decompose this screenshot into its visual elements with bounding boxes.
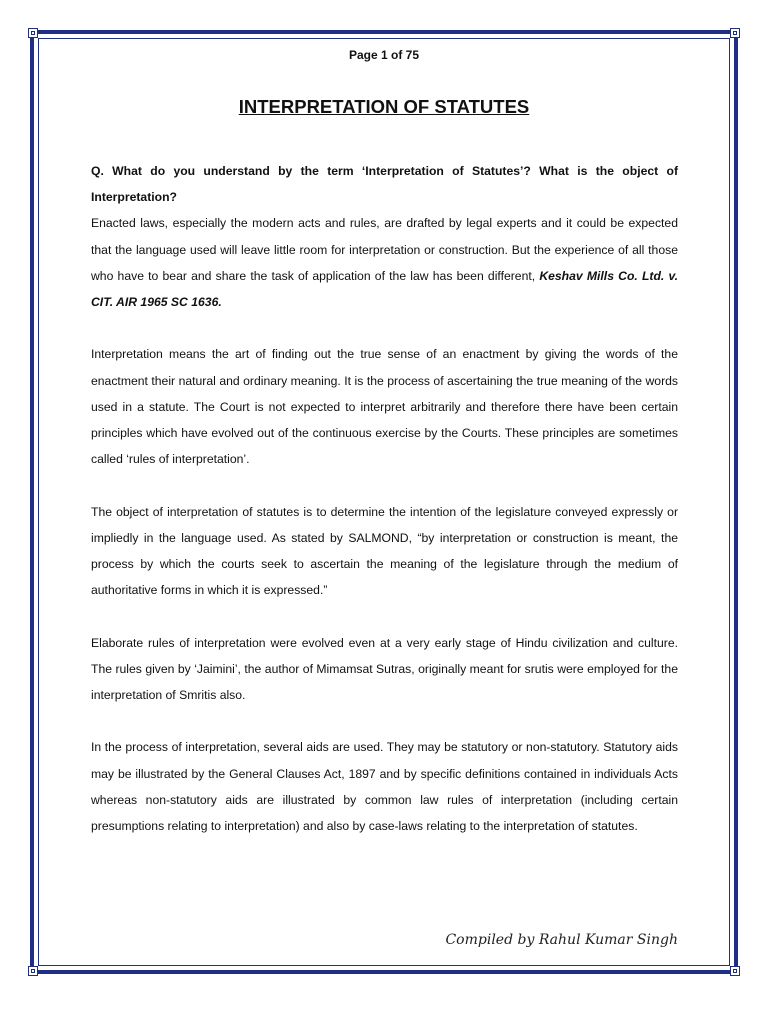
paragraph-enacted-laws bbox=[91, 210, 678, 315]
paragraph-text: Enacted laws, especially the modern acts and rules, are drafted by legal experts and it could be expected that the language used will leave little room for interpretation or construction. But the experience of all those who have to bear and share the task of application of the law has been different, bbox=[91, 216, 678, 283]
paragraph-meaning: Interpretation means the art of finding out the true sense of an enactment by giving the words of the enactment their natural and ordinary meaning. It is the process of ascertaining the true meaning of the words used in a statute. The Court is not expected to interpret arbitrarily and therefore there have been certain principles which have evolved out of the continuous exercise by the Courts. These principles are sometimes called ‘rules of interpretation’. bbox=[91, 347, 678, 467]
paragraph-history: Elaborate rules of interpretation were evolved even at a very early stage of Hindu civilization and culture. The rules given by ‘Jaimini’, the author of Mimamsat Sutras, originally meant for srutis were employed for the interpretation of Smritis also. bbox=[91, 635, 678, 703]
document-title: INTERPRETATION OF STATUTES bbox=[238, 96, 530, 117]
paragraph-aids: In the process of interpretation, several aids are used. They may be statutory or non-statutory. Statutory aids may be illustrated by the General Clauses Act, 1897 and by specific definitions contained in individuals Acts whereas non-statutory aids are illustrated by common law rules of interpretation (including certain presumptions relating to interpretation) and also by case-laws relating to the interpretation of statutes. bbox=[91, 740, 678, 834]
page-number: Page 1 of 75 bbox=[348, 48, 420, 62]
corner-ornament-bottom-right bbox=[730, 966, 740, 976]
paragraph-object: The object of interpretation of statutes is to determine the intention of the legislature conveyed expressly or impliedly in the language used. As stated by SALMOND, “by interpretation or construction is meant, the process by which the courts seek to ascertain the meaning of the legislature through the medium of authoritative forms in which it is expressed.” bbox=[91, 504, 678, 598]
document-body bbox=[91, 158, 678, 865]
corner-ornament-bottom-left bbox=[28, 966, 38, 976]
corner-ornament-top-left bbox=[28, 28, 38, 38]
question-heading: Q. What do you understand by the term ‘Interpretation of Statutes’? What is the object of Interpretation? bbox=[91, 164, 678, 205]
case-citation: Keshav Mills Co. Ltd. v. CIT. AIR 1965 SC 1636. bbox=[91, 268, 678, 310]
compiler-signature: Compiled by Rahul Kumar Singh bbox=[445, 932, 678, 948]
corner-ornament-top-right bbox=[730, 28, 740, 38]
